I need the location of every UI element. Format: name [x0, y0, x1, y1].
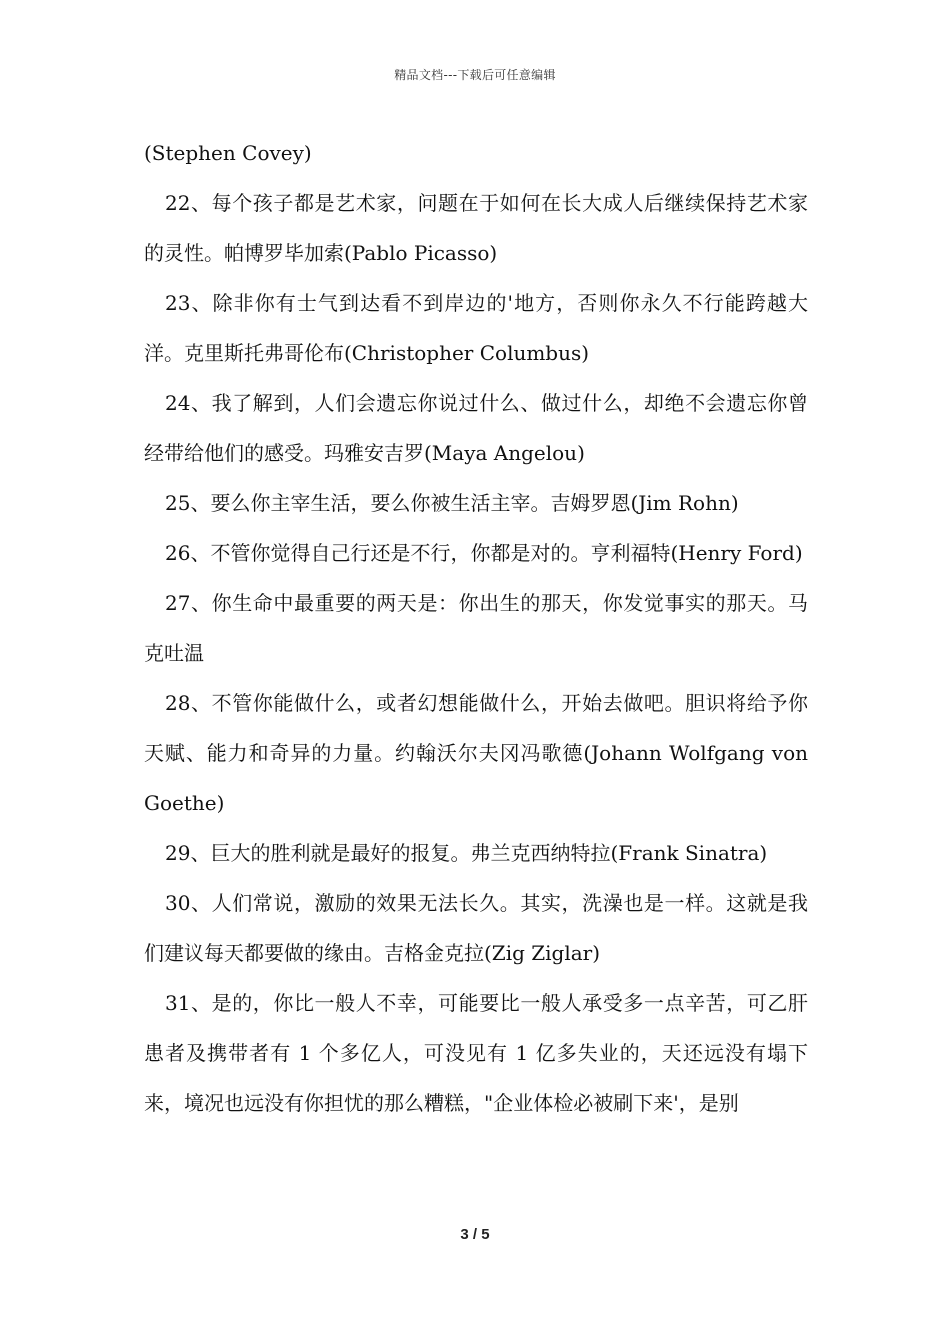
quote-paragraph-22: 22、每个孩子都是艺术家，问题在于如何在长大成人后继续保持艺术家的灵性。帕博罗毕加索(Pablo Picasso) — [144, 191, 808, 265]
quote-paragraph-24: 24、我了解到，人们会遗忘你说过什么、做过什么，却绝不会遗忘你曾经带给他们的感受。玛雅安吉罗(Maya Angelou) — [144, 391, 808, 465]
quote-paragraph-30: 30、人们常说，激励的效果无法长久。其实，洗澡也是一样。这就是我们建议每天都要做的缘由。吉格金克拉(Zig Ziglar) — [144, 891, 808, 965]
quote-paragraph-31: 31、是的，你比一般人不幸，可能要比一般人承受多一点辛苦，可乙肝患者及携带者有 1 个多亿人，可没见有 1 亿多失业的，天还远没有塌下来，境况也远没有你担忧的那么糟糕，"企业体检必被刷下来'，是别 — [144, 991, 808, 1115]
quote-paragraph-29: 29、巨大的胜利就是最好的报复。弗兰克西纳特拉(Frank Sinatra) — [165, 841, 768, 865]
quote-paragraph-26: 26、不管你觉得自己行还是不行，你都是对的。亨利福特(Henry Ford) — [165, 541, 803, 565]
page-number: 3 / 5 — [460, 1226, 490, 1243]
quote-paragraph-27: 27、你生命中最重要的两天是：你出生的那天，你发觉事实的那天。马克吐温 — [144, 591, 808, 665]
quote-paragraph-28: 28、不管你能做什么，或者幻想能做什么，开始去做吧。胆识将给予你天赋、能力和奇异的力量。约翰沃尔夫冈冯歌德(Johann Wolfgang von Goethe) — [144, 691, 808, 815]
quote-paragraph-25: 25、要么你主宰生活，要么你被生活主宰。吉姆罗恩(Jim Rohn) — [165, 491, 739, 515]
quote-paragraph-23: 23、除非你有士气到达看不到岸边的'地方，否则你永久不行能跨越大洋。克里斯托弗哥伦布(Christopher Columbus) — [144, 291, 808, 365]
page-header: 精品文档---下载后可任意编辑 — [394, 68, 556, 82]
paragraph-continuation: (Stephen Covey) — [144, 141, 312, 165]
document-body — [144, 128, 808, 1128]
